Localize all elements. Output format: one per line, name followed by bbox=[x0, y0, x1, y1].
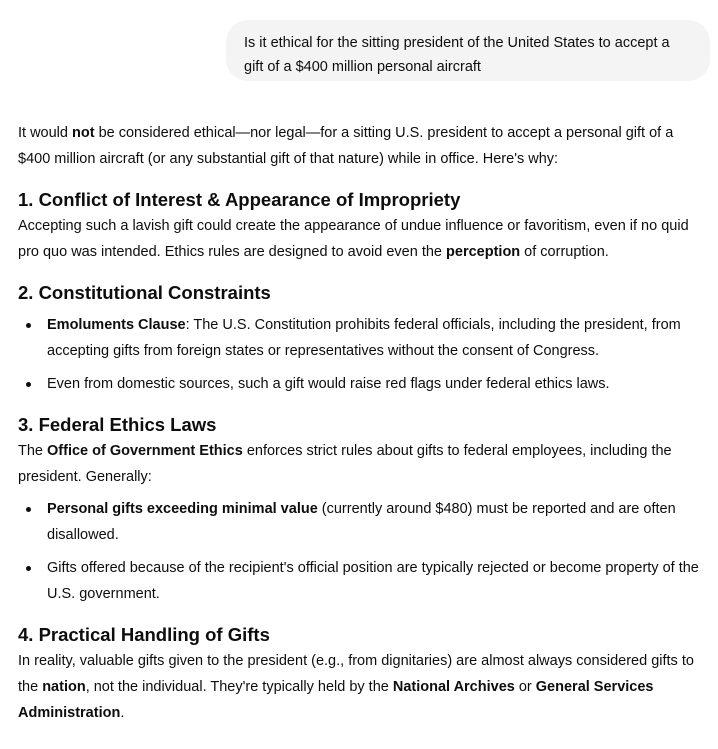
user-message-bubble bbox=[226, 20, 710, 81]
para-bold: National Archives bbox=[392, 679, 515, 695]
bullet-text: (currently around $480) must be reported and are often disallowed. bbox=[47, 501, 676, 543]
para-bold: General Services Administration bbox=[18, 679, 654, 721]
para-text: enforces strict rules about gifts to federal employees, including the president. Generally: bbox=[18, 443, 672, 485]
paragraph-practical-handling bbox=[18, 648, 708, 726]
heading-conflict-of-interest: 1. Conflict of Interest & Appearance of Impropriety bbox=[18, 189, 461, 210]
para-text: Accepting such a lavish gift could create the appearance of undue influence or favoritism, even if no quid pro quo was intended. Ethics rules are designed to avoid even the bbox=[18, 218, 689, 260]
para-bold: Office of Government Ethics bbox=[47, 443, 243, 459]
bullet-bold: Emoluments Clause bbox=[47, 317, 186, 333]
para-text: In reality, valuable gifts given to the president (e.g., from dignitaries) are almost always considered gifts to the bbox=[18, 653, 694, 695]
bullet-text: Even from domestic sources, such a gift would raise red flags under federal ethics laws. bbox=[47, 376, 610, 392]
ethics-bullet-list bbox=[18, 496, 708, 607]
intro-text-2: be considered ethical—nor legal—for a sitting U.S. president to accept a personal gift of a $400 million aircraft (or any substantial gift of that nature) while in office. Here's why: bbox=[18, 125, 674, 167]
list-item bbox=[18, 555, 708, 607]
heading-practical-handling: 4. Practical Handling of Gifts bbox=[18, 624, 270, 645]
bullet-bold: Personal gifts exceeding minimal value bbox=[47, 501, 318, 517]
para-text: The bbox=[18, 443, 48, 459]
paragraph-conflict-of-interest bbox=[18, 213, 708, 265]
para-bold: perception bbox=[446, 244, 521, 260]
assistant-response bbox=[18, 120, 708, 726]
para-bold: nation bbox=[42, 679, 86, 695]
intro-paragraph bbox=[18, 120, 708, 172]
intro-text-1: It would bbox=[18, 125, 72, 141]
list-item bbox=[18, 496, 708, 548]
para-text: . bbox=[120, 705, 125, 721]
constitutional-bullet-list bbox=[18, 312, 708, 397]
user-message-text: Is it ethical for the sitting president of the United States to accept a gift of a $400 million personal aircraft bbox=[244, 35, 670, 75]
para-text: or bbox=[514, 679, 536, 695]
bullet-text: : The U.S. Constitution prohibits federal officials, including the president, from accepting gifts from foreign states or representatives without the consent of Congress. bbox=[47, 317, 681, 359]
intro-bold: not bbox=[72, 125, 95, 141]
list-item bbox=[18, 371, 708, 397]
list-item bbox=[18, 312, 708, 364]
para-text: , not the individual. They're typically held by the bbox=[85, 679, 393, 695]
paragraph-federal-ethics-laws bbox=[18, 438, 708, 490]
bullet-text: Gifts offered because of the recipient's official position are typically rejected or become property of the U.S. government. bbox=[47, 560, 699, 602]
heading-constitutional-constraints: 2. Constitutional Constraints bbox=[18, 282, 271, 303]
heading-federal-ethics-laws: 3. Federal Ethics Laws bbox=[18, 414, 217, 435]
para-text: of corruption. bbox=[520, 244, 609, 260]
